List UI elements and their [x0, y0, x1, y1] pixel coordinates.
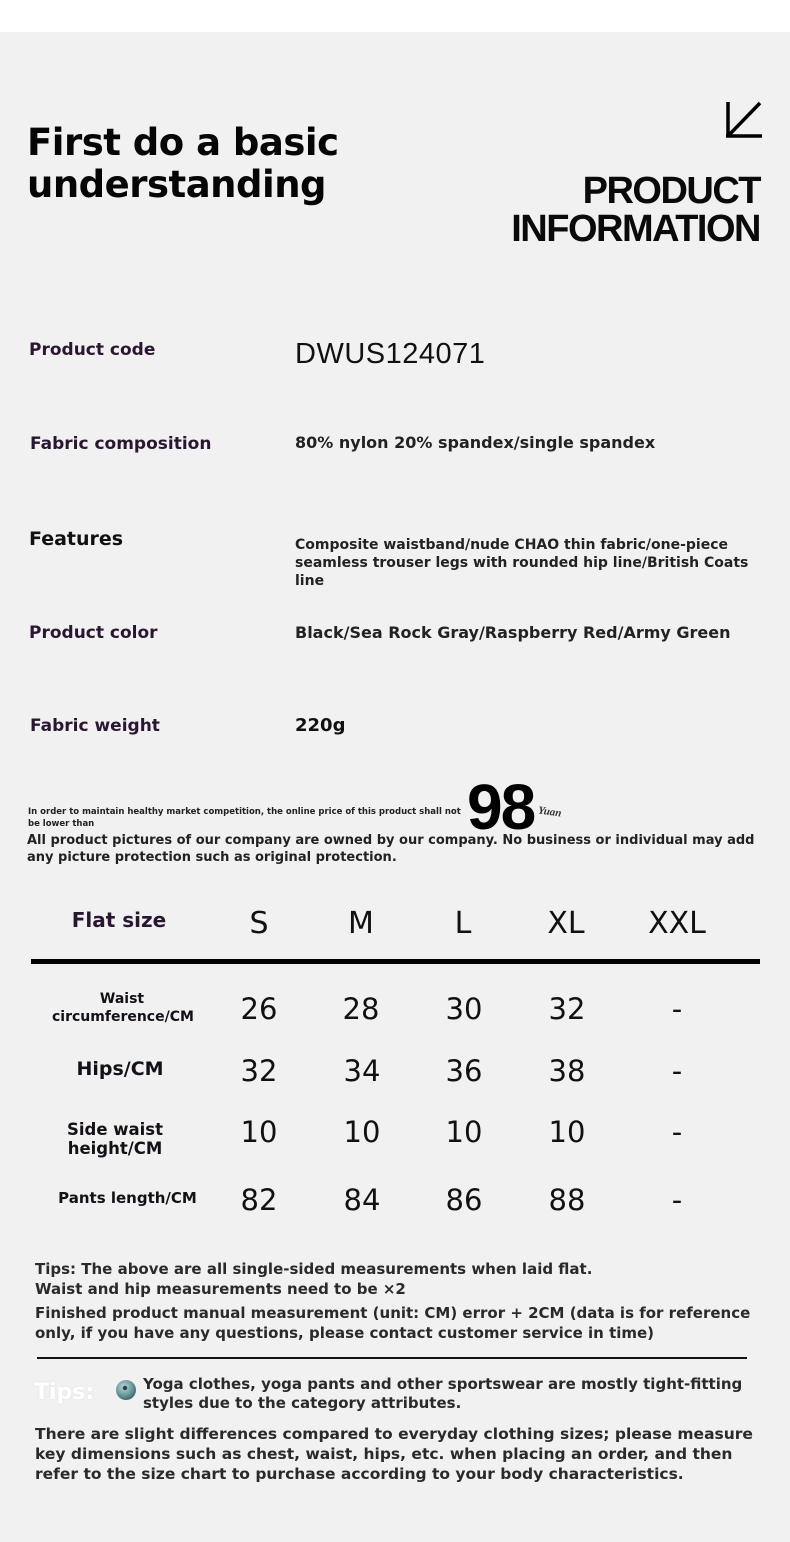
price-amount: 98 — [467, 771, 535, 843]
fabric-composition-label: Fabric composition — [30, 434, 212, 454]
yoga-note: Yoga clothes, yoga pants and other sportswear are mostly tight-fitting styles due to the category attributes. — [143, 1375, 743, 1412]
features-label: Features — [29, 528, 124, 550]
section-title — [511, 172, 760, 248]
copyright-notice: All product pictures of our company are owned by our company. No business or individual may add any picture protection such as original protection. — [27, 833, 755, 865]
table-cell: 34 — [343, 1054, 381, 1088]
tips-label: Tips: — [34, 1380, 95, 1405]
side-waist-row-label: Side waist height/CM — [66, 1120, 164, 1158]
product-code-value: DWUS124071 — [295, 338, 486, 370]
table-cell: - — [671, 1054, 683, 1088]
measure-note: Tips: The above are all single-sided measurements when laid flat. Waist and hip measurements need to be ×2 — [35, 1260, 593, 1298]
hips-row-label: Hips/CM — [76, 1058, 164, 1080]
table-cell: 84 — [343, 1183, 381, 1217]
table-cell: 32 — [240, 1054, 278, 1088]
pants-length-row-label: Pants length/CM — [58, 1189, 197, 1207]
difference-note: There are slight differences compared to everyday clothing sizes; please measure key dimensions such as chest, waist, hips, etc. when placing an order, and then refer to the size chart to purchase according to your body characteristics. — [35, 1425, 753, 1483]
table-cell: 32 — [548, 992, 586, 1026]
tips-divider — [37, 1357, 747, 1359]
section-title-line1: PRODUCT — [582, 170, 760, 212]
product-code-label: Product code — [29, 340, 156, 360]
price-unit: Yuan — [537, 804, 563, 820]
size-header-xl: XL — [547, 906, 585, 941]
table-cell: 10 — [240, 1115, 278, 1149]
flat-size-label: Flat size — [71, 908, 167, 932]
yoga-ball-icon — [114, 1378, 138, 1402]
table-cell: 88 — [548, 1183, 586, 1217]
fabric-composition-value: 80% nylon 20% spandex/single spandex — [295, 433, 656, 452]
table-cell: 30 — [445, 992, 483, 1026]
table-divider — [31, 959, 760, 964]
table-cell: 38 — [548, 1054, 586, 1088]
arrow-down-left-icon — [724, 100, 764, 140]
table-cell: 10 — [445, 1115, 483, 1149]
measurement-tips — [35, 1259, 755, 1343]
size-header-l: L — [454, 906, 472, 941]
table-cell: - — [671, 992, 683, 1026]
table-cell: 28 — [342, 992, 380, 1026]
table-cell: 26 — [240, 992, 278, 1026]
table-cell: 36 — [445, 1054, 483, 1088]
error-note: Finished product manual measurement (unit: CM) error + 2CM (data is for reference only, if you have any questions, please contact customer service in time) — [35, 1304, 751, 1342]
section-title-line2: INFORMATION — [511, 208, 760, 250]
price-notice: In order to maintain healthy market competition, the online price of this product shall not be lower than — [28, 807, 461, 829]
table-cell: - — [671, 1115, 683, 1149]
table-cell: 10 — [343, 1115, 381, 1149]
page-headline: First do a basic understanding — [27, 121, 339, 206]
size-header-m: M — [348, 906, 374, 941]
fabric-weight-label: Fabric weight — [30, 716, 160, 736]
product-color-value: Black/Sea Rock Gray/Raspberry Red/Army Green — [295, 623, 731, 642]
features-value: Composite waistband/nude CHAO thin fabric/one-piece seamless trouser legs with rounded hip line/British Coats line — [295, 537, 749, 589]
size-header-s: S — [249, 906, 269, 941]
product-color-label: Product color — [29, 623, 158, 643]
size-header-xxl: XXL — [648, 906, 706, 941]
table-cell: - — [671, 1183, 683, 1217]
waist-row-label: Waist circumference/CM — [52, 991, 194, 1025]
table-cell: 82 — [240, 1183, 278, 1217]
table-cell: 86 — [445, 1183, 483, 1217]
fabric-weight-value: 220g — [295, 715, 346, 736]
table-cell: 10 — [548, 1115, 586, 1149]
